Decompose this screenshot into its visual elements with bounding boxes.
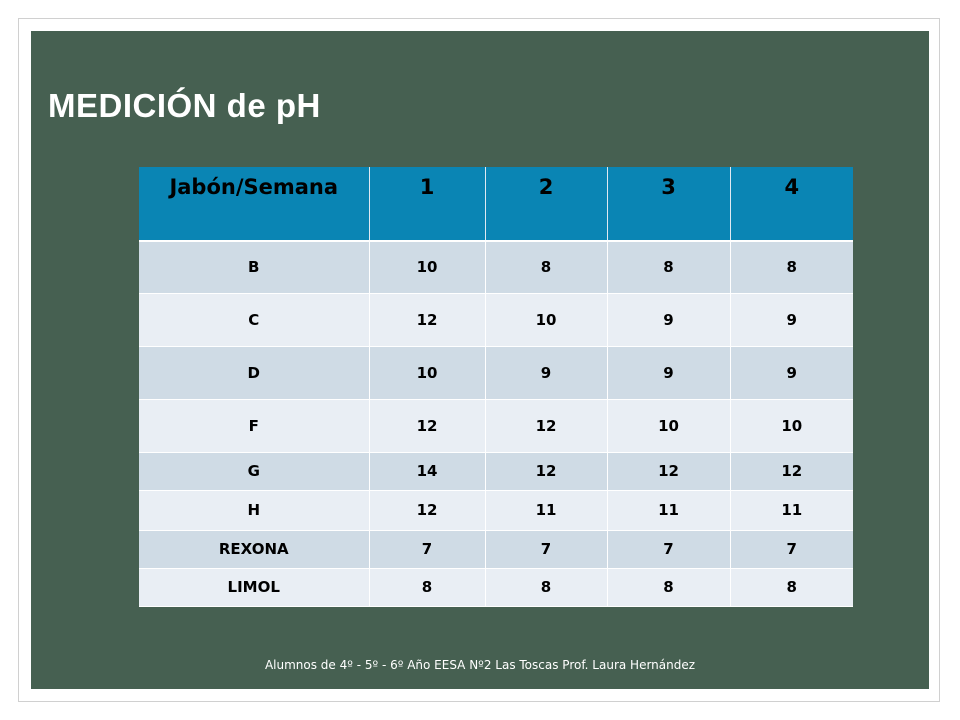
ph-value-cell: 12 <box>485 452 607 490</box>
column-header-week-3: 3 <box>607 167 730 241</box>
ph-value-cell: 10 <box>369 346 485 399</box>
ph-value-cell: 9 <box>730 346 853 399</box>
slide-footer: Alumnos de 4º - 5º - 6º Año EESA Nº2 Las Toscas Prof. Laura Hernández <box>264 658 696 672</box>
soap-name-cell: H <box>139 490 369 530</box>
ph-value-cell: 10 <box>730 399 853 452</box>
ph-value-cell: 8 <box>485 241 607 293</box>
ph-value-cell: 9 <box>730 293 853 346</box>
ph-value-cell: 11 <box>485 490 607 530</box>
soap-name-cell: C <box>139 293 369 346</box>
ph-value-cell: 10 <box>607 399 730 452</box>
table-row <box>139 241 853 293</box>
ph-value-cell: 9 <box>485 346 607 399</box>
soap-name-cell: G <box>139 452 369 490</box>
column-header-week-2: 2 <box>485 167 607 241</box>
column-header-week-1: 1 <box>369 167 485 241</box>
ph-value-cell: 12 <box>369 490 485 530</box>
column-header-week-4: 4 <box>730 167 853 241</box>
ph-value-cell: 7 <box>730 530 853 568</box>
ph-value-cell: 7 <box>369 530 485 568</box>
ph-value-cell: 12 <box>369 399 485 452</box>
ph-value-cell: 11 <box>730 490 853 530</box>
table-row <box>139 346 853 399</box>
soap-name-cell: LIMOL <box>139 568 369 606</box>
ph-value-cell: 10 <box>485 293 607 346</box>
table-row <box>139 293 853 346</box>
ph-value-cell: 11 <box>607 490 730 530</box>
table-row <box>139 568 853 606</box>
soap-name-cell: REXONA <box>139 530 369 568</box>
ph-value-cell: 8 <box>607 568 730 606</box>
ph-value-cell: 7 <box>607 530 730 568</box>
ph-value-cell: 8 <box>730 568 853 606</box>
ph-value-cell: 8 <box>485 568 607 606</box>
soap-name-cell: F <box>139 399 369 452</box>
ph-value-cell: 10 <box>369 241 485 293</box>
table-row <box>139 490 853 530</box>
ph-value-cell: 12 <box>369 293 485 346</box>
ph-value-cell: 7 <box>485 530 607 568</box>
table-header-row <box>139 167 853 241</box>
ph-value-cell: 12 <box>485 399 607 452</box>
ph-measurement-table <box>139 167 853 607</box>
ph-value-cell: 8 <box>607 241 730 293</box>
slide-title: MEDICIÓN de pH <box>48 87 321 124</box>
ph-value-cell: 12 <box>730 452 853 490</box>
table-row <box>139 399 853 452</box>
soap-name-cell: D <box>139 346 369 399</box>
ph-value-cell: 14 <box>369 452 485 490</box>
ph-value-cell: 9 <box>607 293 730 346</box>
table-row <box>139 452 853 490</box>
ph-value-cell: 8 <box>369 568 485 606</box>
ph-value-cell: 9 <box>607 346 730 399</box>
table-row <box>139 530 853 568</box>
ph-value-cell: 8 <box>730 241 853 293</box>
soap-name-cell: B <box>139 241 369 293</box>
column-header-soap-week: Jabón/Semana <box>139 167 369 241</box>
ph-value-cell: 12 <box>607 452 730 490</box>
slide <box>31 31 929 689</box>
